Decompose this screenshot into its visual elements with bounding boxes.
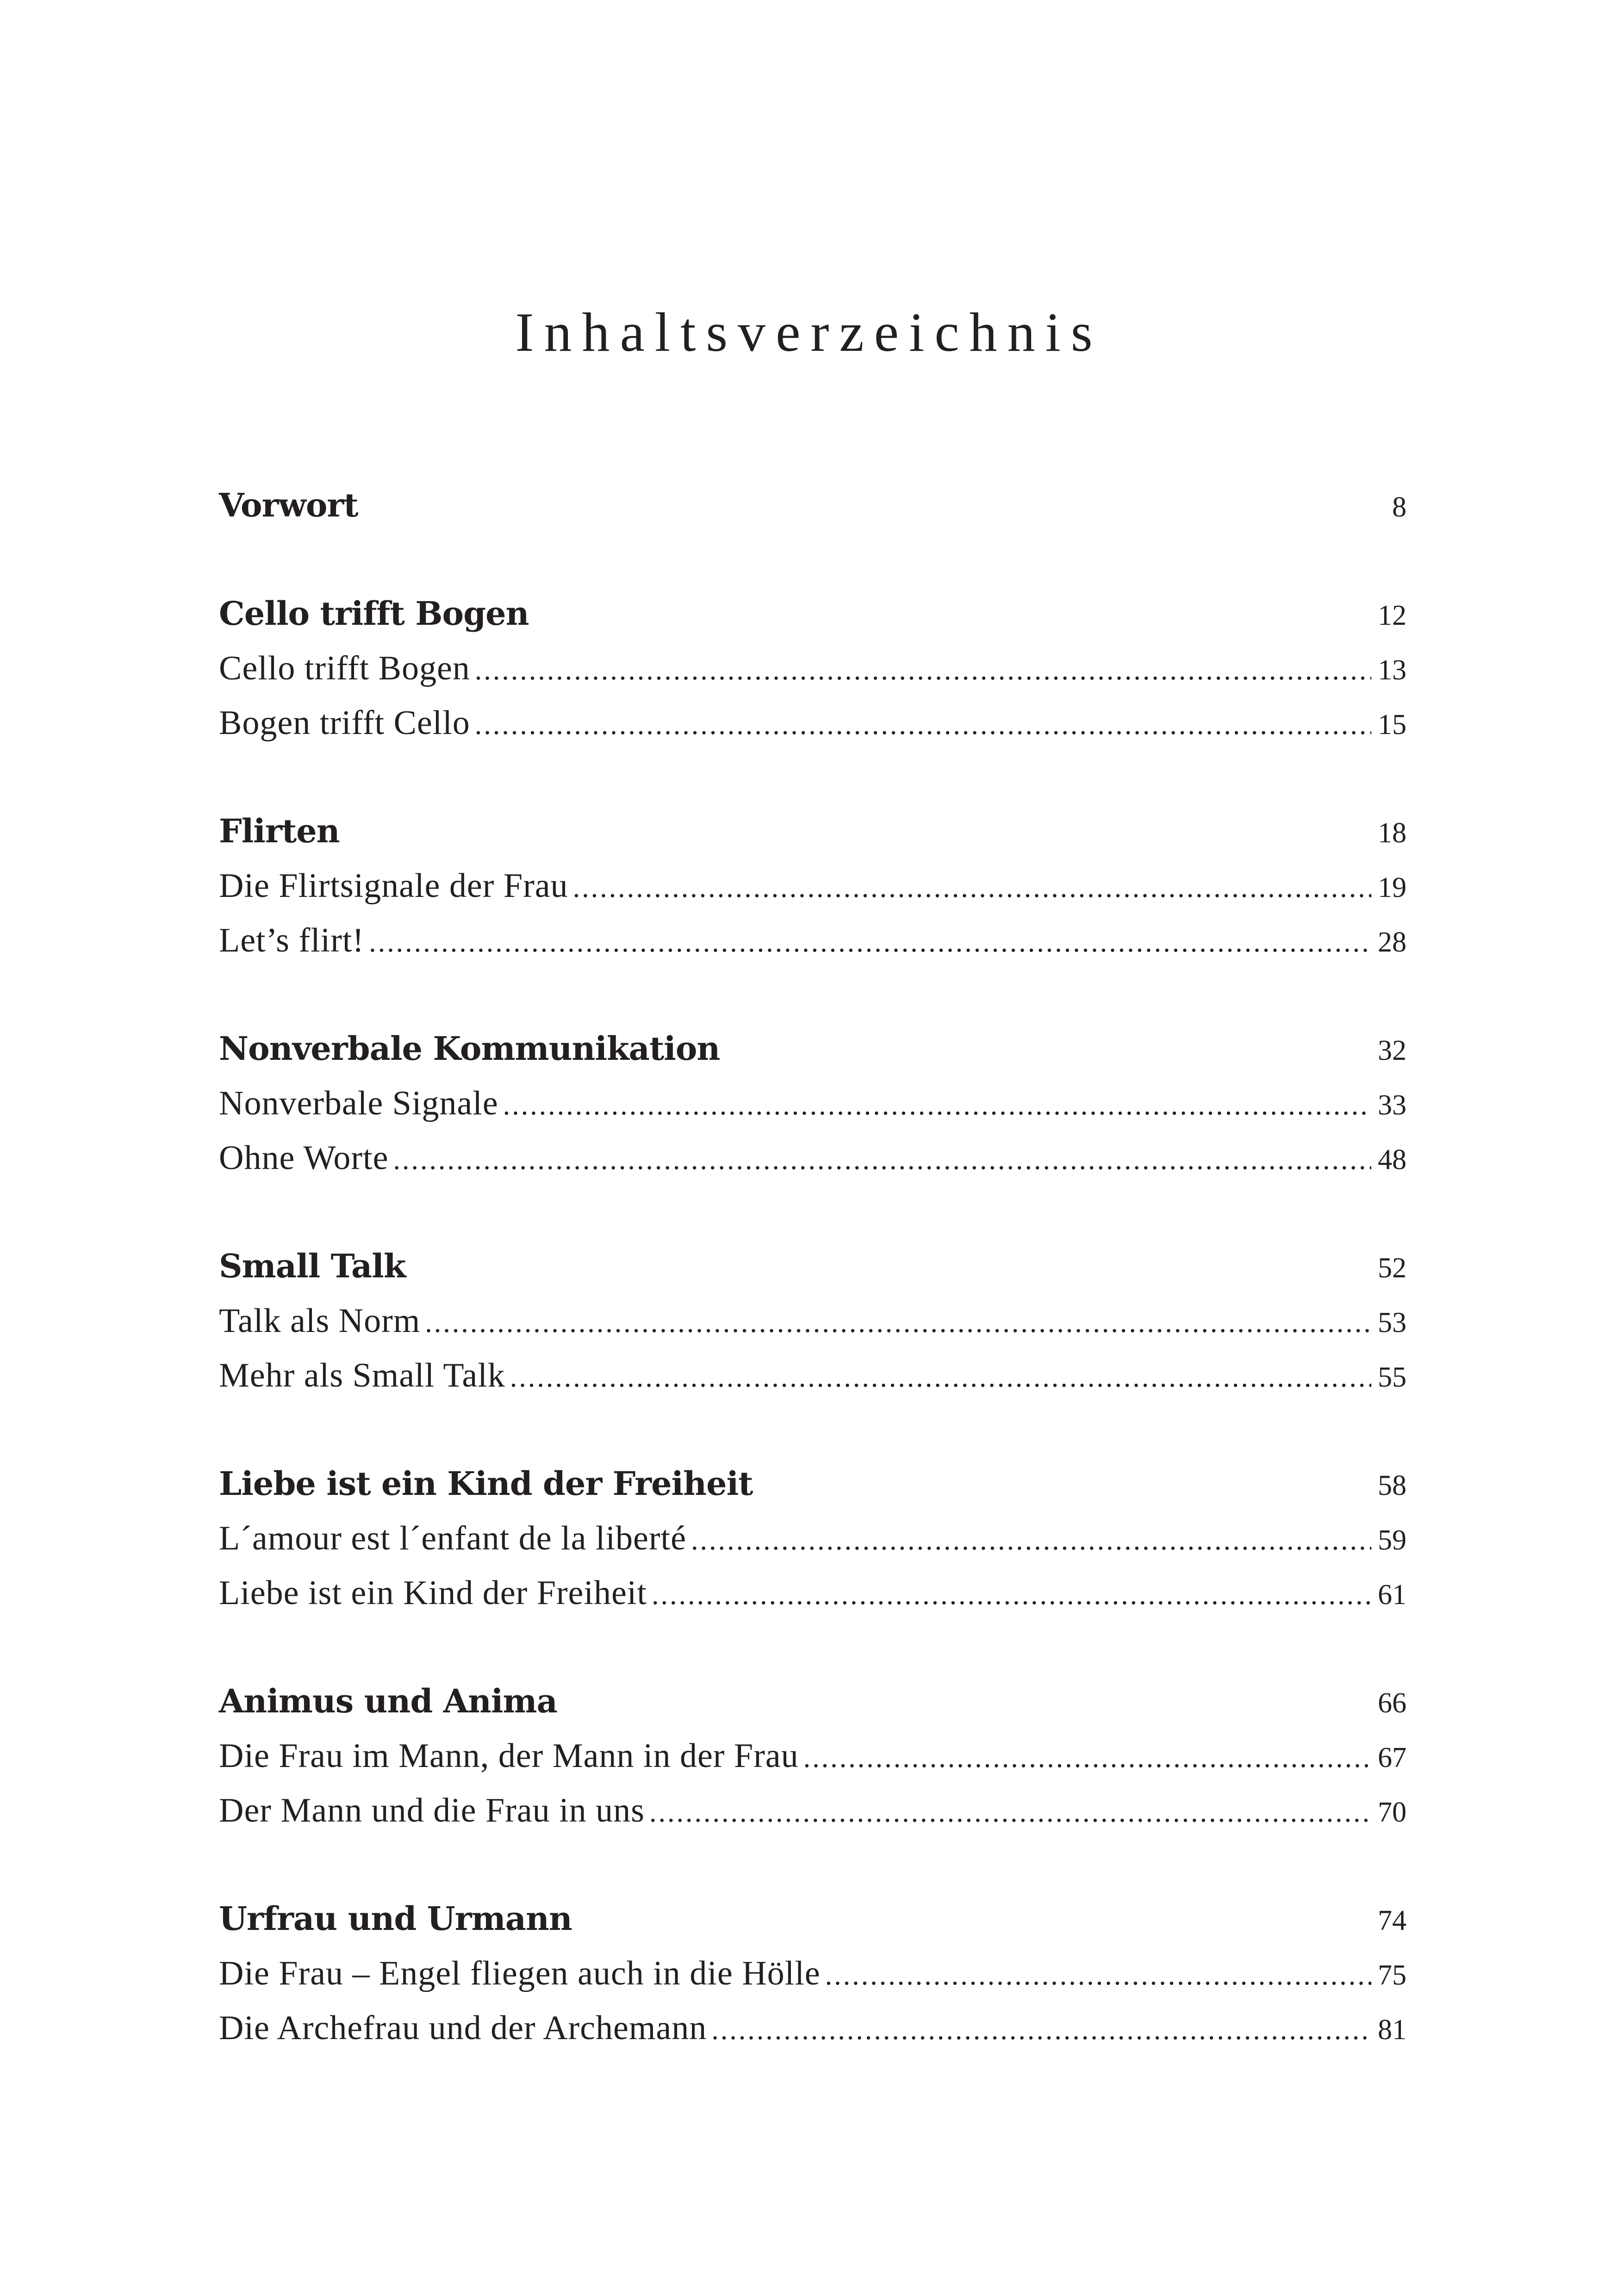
entry-title: Liebe ist ein Kind der Freiheit (219, 1574, 647, 1612)
toc-entry (219, 703, 1406, 758)
toc-entry (219, 1574, 1406, 1628)
entry-title: Die Archefrau und der Archemann (219, 2009, 707, 2047)
toc-section (219, 486, 1406, 541)
toc-entry (219, 866, 1406, 921)
toc-entry (219, 1791, 1406, 1846)
entry-title: Talk als Norm (219, 1302, 421, 1340)
dot-leader (510, 1361, 1371, 1394)
chapter-row (219, 1464, 1406, 1519)
dot-leader (825, 1959, 1371, 1992)
toc-section (219, 1247, 1406, 1411)
toc-entry (219, 1736, 1406, 1791)
dot-leader (503, 1089, 1371, 1122)
dot-leader (803, 1742, 1371, 1774)
chapter-row (219, 594, 1406, 649)
entry-title: Der Mann und die Frau in uns (219, 1792, 645, 1829)
chapter-title: Liebe ist ein Kind der Freiheit (219, 1464, 753, 1503)
toc-section (219, 1029, 1406, 1193)
entry-title: Die Frau – Engel fliegen auch in die Hölle (219, 1954, 821, 1992)
entry-title: Nonverbale Signale (219, 1084, 498, 1122)
entry-page-number: 81 (1378, 2014, 1406, 2046)
entry-title: Ohne Worte (219, 1139, 389, 1177)
toc-section (219, 1682, 1406, 1846)
entry-page-number: 28 (1378, 927, 1406, 958)
chapter-page-number: 66 (1378, 1687, 1406, 1719)
toc-entry (219, 1084, 1406, 1139)
entry-title: Bogen trifft Cello (219, 704, 470, 742)
dot-leader (393, 1144, 1371, 1176)
dot-leader (649, 1796, 1371, 1829)
entry-page-number: 19 (1378, 872, 1406, 903)
chapter-page-number: 12 (1378, 600, 1406, 631)
entry-title: Cello trifft Bogen (219, 649, 470, 687)
chapter-page-number: 74 (1378, 1905, 1406, 1936)
entry-page-number: 13 (1378, 654, 1406, 686)
dot-leader (475, 709, 1371, 741)
page-title: Inhaltsverzeichnis (515, 301, 1103, 363)
dot-leader (573, 871, 1371, 904)
chapter-row (219, 1899, 1406, 1954)
entry-page-number: 75 (1378, 1960, 1406, 1991)
entry-title: Die Frau im Mann, der Mann in der Frau (219, 1737, 799, 1775)
toc-entry (219, 1301, 1406, 1356)
chapter-title: Urfrau und Urmann (219, 1899, 572, 1938)
toc-entry (219, 1139, 1406, 1193)
entry-page-number: 15 (1378, 709, 1406, 740)
chapter-page-number: 52 (1378, 1252, 1406, 1284)
entry-page-number: 33 (1378, 1089, 1406, 1121)
entry-title: L´amour est l´enfant de la liberté (219, 1519, 686, 1557)
toc-entry (219, 1519, 1406, 1574)
chapter-row (219, 812, 1406, 866)
table-of-contents (219, 486, 1406, 2063)
chapter-row (219, 1247, 1406, 1301)
entry-title: Mehr als Small Talk (219, 1356, 505, 1394)
chapter-title: Cello trifft Bogen (219, 594, 529, 633)
toc-section (219, 1464, 1406, 1628)
dot-leader (711, 2014, 1371, 2047)
entry-page-number: 53 (1378, 1307, 1406, 1338)
entry-page-number: 55 (1378, 1362, 1406, 1393)
dot-leader (425, 1307, 1371, 1339)
dot-leader (475, 654, 1371, 687)
toc-section (219, 1899, 1406, 2063)
entry-page-number: 61 (1378, 1579, 1406, 1611)
entry-title: Die Flirtsignale der Frau (219, 867, 568, 905)
chapter-title: Vorwort (219, 486, 358, 524)
toc-section (219, 594, 1406, 758)
chapter-page-number: 58 (1378, 1470, 1406, 1501)
chapter-row (219, 1029, 1406, 1084)
chapter-page-number: 18 (1378, 817, 1406, 849)
dot-leader (369, 926, 1371, 959)
chapter-page-number: 32 (1378, 1035, 1406, 1066)
chapter-title: Nonverbale Kommunikation (219, 1029, 720, 1068)
entry-page-number: 59 (1378, 1524, 1406, 1556)
toc-entry (219, 921, 1406, 976)
chapter-title: Animus und Anima (219, 1682, 557, 1720)
chapter-page-number: 8 (1392, 492, 1406, 523)
toc-entry (219, 649, 1406, 703)
entry-title: Let’s flirt! (219, 921, 365, 959)
chapter-row (219, 1682, 1406, 1736)
toc-entry (219, 1954, 1406, 2009)
toc-entry (219, 2009, 1406, 2063)
chapter-title: Small Talk (219, 1247, 406, 1285)
toc-entry (219, 1356, 1406, 1411)
chapter-title: Flirten (219, 812, 340, 850)
entry-page-number: 48 (1378, 1144, 1406, 1176)
entry-page-number: 70 (1378, 1797, 1406, 1828)
chapter-row (219, 486, 1406, 541)
dot-leader (691, 1524, 1371, 1557)
toc-section (219, 812, 1406, 976)
dot-leader (652, 1579, 1371, 1612)
entry-page-number: 67 (1378, 1742, 1406, 1773)
